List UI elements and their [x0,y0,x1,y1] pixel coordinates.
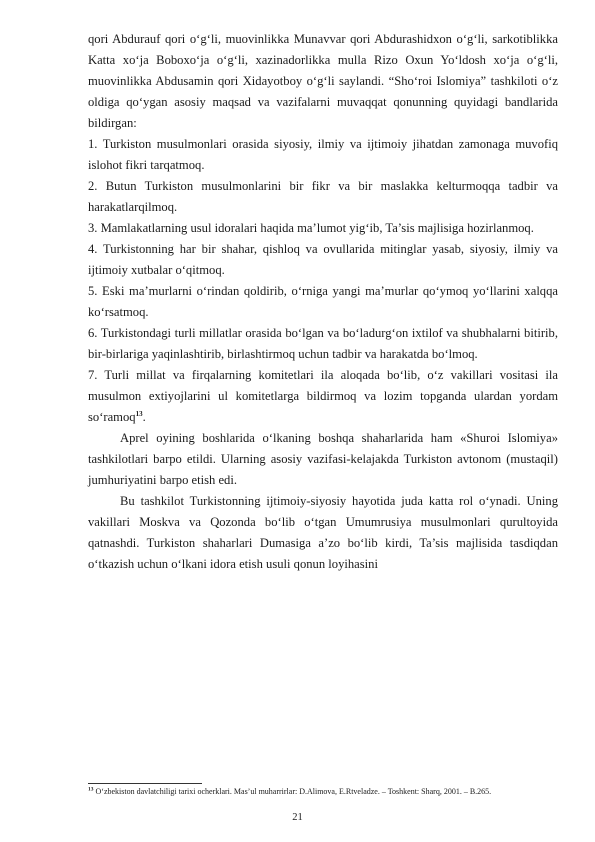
list-item-4: 4. Turkistonning har bir shahar, qishloq va ovullarida mitinglar yasab, siyosiy, ilmiy va ijtimoiy xutbalar o‘qitmoq. [88,242,558,277]
list-item-5: 5. Eski ma’murlarni o‘rindan qoldirib, o‘rniga yangi ma’murlar qo‘ymoq yo‘llarini xalqqa ko‘rsatmoq. [88,284,558,319]
footnote [88,786,558,798]
footnote-text: O‘zbekiston davlatchiligi tarixi ocherklari. Mas’ul muharrirlar: D.Alimova, E.Rtveladze. – Toshkent: Sharq, 2001. – B.265. [93,787,492,796]
footnote-reference[interactable]: 13 [135,409,143,418]
list-item-7-end: . [142,410,146,424]
page-number: 21 [292,812,303,823]
footnote-number: 13 [88,786,94,793]
list-item-7 [88,365,558,428]
footnote-divider [88,783,202,784]
paragraph-organization: Bu tashkilot Turkistonning ijtimoiy-siyosiy hayotida juda katta rol o‘ynadi. Uning vakillari Moskva va Qozonda bo‘lib o‘tgan Umumrusiya musulmonlari qurultoyida qatnashdi. Turkiston shaharlari Dumasiga a’zo bo‘lib kirdi, Ta’sis majlisida tasdiqdan o‘tkazish uchun o‘lkani idora etish usuli qonun loyihasini [88,494,558,571]
list-item-1: 1. Turkiston musulmonlari orasida siyosiy, ilmiy va ijtimoiy jihatdan zamonaga muvofiq islohot fikri tarqatmoq. [88,137,558,172]
document-page [88,29,558,575]
list-item-3: 3. Mamlakatlarning usul idoralari haqida ma’lumot yig‘ib, Ta’sis majlisiga hozirlanmoq. [88,221,534,235]
list-item-7-text: 7. Turli millat va firqalarning komitetlari ila aloqada bo‘lib, o‘z vakillari vositasi ila musulmon extiyojlarini ul komitetlarga bildirmoq va lozim topganda ulardan yordam so‘ramoq [88,368,558,424]
intro-paragraph: qori Abdurauf qori o‘g‘li, muovinlikka Munavvar qori Abdurashidxon o‘g‘li, sarkotiblikka Katta xo‘ja Boboxo‘ja o‘g‘li, xazinadorlikka mulla Rizo Oxun Yo‘ldosh xo‘ja o‘g‘li, muovinlikka Abdusamin qori Xidayotboy o‘g‘li saylandi. “Sho‘roi Islomiya” tashkiloti o‘z oldiga qo‘ygan asosiy maqsad va vazifalarni muvaqqat qonunning quyidagi bandlarida bildirgan: [88,32,558,130]
list-item-2: 2. Butun Turkiston musulmonlarini bir fikr va bir maslakka kelturmoqqa tadbir va harakatlarqilmoq. [88,179,558,214]
list-item-6: 6. Turkistondagi turli millatlar orasida bo‘lgan va bo‘ladurg‘on ixtilof va shubhalarni bitirib, bir-birlariga yaqinlashtirib, birlashtirmoq uchun tadbir va harakatda bo‘lmoq. [88,326,558,361]
paragraph-april: Aprel oyining boshlarida o‘lkaning boshqa shaharlarida ham «Shuroi Islomiya» tashkilotlari barpo etildi. Ularning asosiy vazifasi-kelajakda Turkiston avtonom (mustaqil) jumhuriyatini barpo etish edi. [88,431,558,487]
